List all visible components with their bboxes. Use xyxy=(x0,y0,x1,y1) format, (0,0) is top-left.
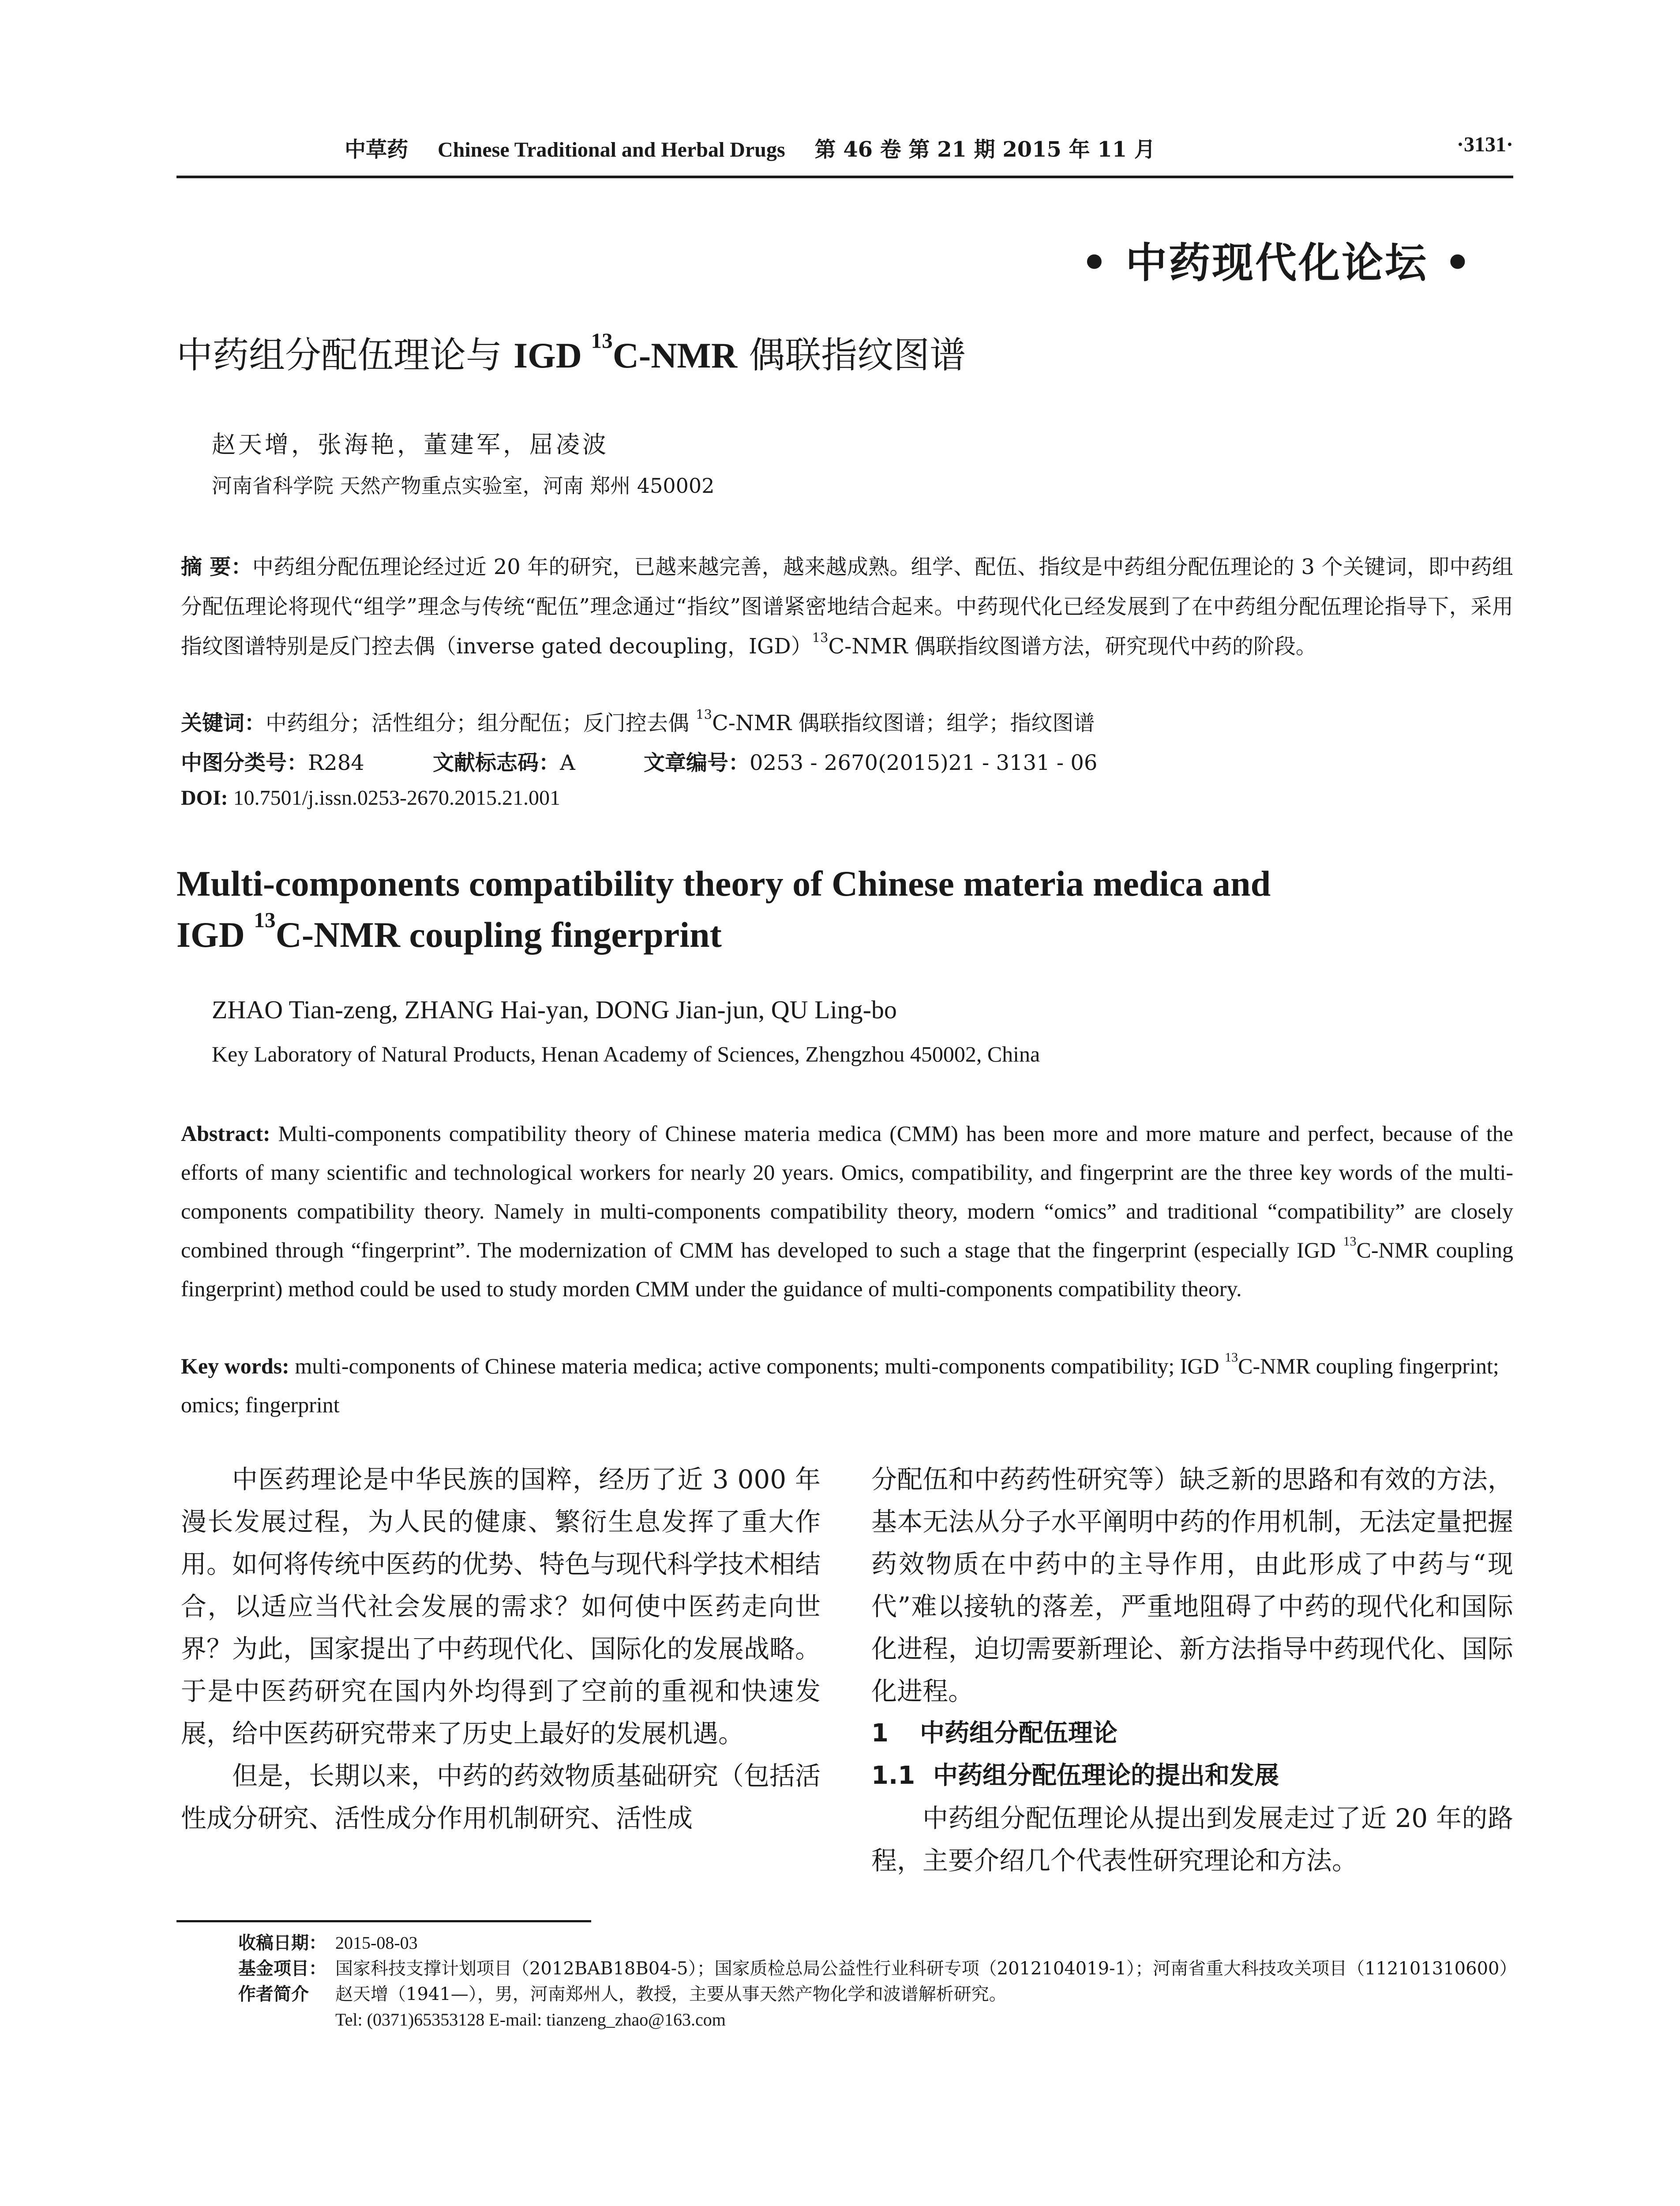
doi-value[interactable]: 10.7501/j.issn.0253-2670.2015.21.001 xyxy=(228,786,561,810)
affiliation-en: Key Laboratory of Natural Products, Henan Academy of Sciences, Zhengzhou 450002, China xyxy=(212,1042,1040,1066)
keywords-en-sup: 13 xyxy=(1225,1350,1238,1365)
keywords-cn-text: 中药组分；活性组分；组分配伍；反门控去偶 xyxy=(266,711,696,735)
author-contact[interactable]: Tel: (0371)65353128 E-mail: tianzeng_zhao@163.com xyxy=(335,2010,726,2030)
abstract-en-text: Multi-components compatibility theory of Chinese materia medica (CMM) has been more and more mature and perfect, because of the efforts of many scientific and technological workers for nearly 20 years. Omics, compatibility, and fingerprint are the three key words of the multi-components compatibility theory. Namely in multi-components compatibility theory, modern “omics” and traditional “compatibility” are closely combined through “fingerprint”. The modernization of CMM has developed to such a stage that the fingerprint (especially IGD xyxy=(181,1121,1513,1262)
body-paragraph: 分配伍和中药药性研究等）缺乏新的思路和有效的方法，基本无法从分子水平阐明中药的作用机制，无法定量把握药效物质在中药中的主导作用，由此形成了中药与“现代”难以接轨的落差，严重地阻碍了中药的现代化和国际化进程，迫切需要新理论、新方法指导中药现代化、国际化进程。 xyxy=(871,1464,1513,1706)
keywords-cn-text-end: C-NMR 偶联指纹图谱；组学；指纹图谱 xyxy=(712,711,1095,735)
keywords-en-text: multi-components of Chinese materia medica; active components; multi-components compatibility; IGD xyxy=(289,1354,1225,1378)
journal-info xyxy=(176,132,1324,163)
title-en-line2-a: IGD xyxy=(176,915,254,955)
running-header xyxy=(176,132,1513,172)
author-bio-text: 赵天增（1941—），男，河南郑州人，教授，主要从事天然产物化学和波谱解析研究。 xyxy=(335,1984,1007,2004)
abstract-cn-label: 摘 要： xyxy=(181,555,252,579)
body-column-left xyxy=(181,1458,821,1839)
clc-value: R284 xyxy=(308,750,364,775)
body-paragraph: 中药组分配伍理论从提出到发展走过了近 20 年的路程，主要介绍几个代表性研究理论和方法。 xyxy=(871,1803,1513,1876)
keywords-cn xyxy=(181,706,1095,736)
abstract-cn-text: 中药组分配伍理论经过近 20 年的研究，已越来越完善，越来越成熟。组学、配伍、指纹是中药组分配伍理论的 3 个关键词，即中药组分配伍理论将现代“组学”理念与传统“配伍”理念通过“指纹”图谱紧密地结合起来。中药现代化已经发展到了在中药组分配伍理论指导下，采用指纹图谱特别是反门控去偶（inverse gated decoupling，IGD） xyxy=(181,555,1514,659)
section-heading-1-number: 1 xyxy=(871,1719,889,1748)
abstract-en-sup: 13 xyxy=(1343,1234,1357,1249)
title-en-sup: 13 xyxy=(254,908,276,932)
author-bio-label: 作者简介 xyxy=(238,1984,309,2004)
keywords-en-text-end: C-NMR coupling fingerprint; omics; fingerprint xyxy=(181,1354,1499,1417)
doc-code-value: A xyxy=(560,750,575,775)
keywords-en-label: Key words: xyxy=(181,1354,289,1378)
abstract-cn-sup: 13 xyxy=(812,630,829,645)
classification-line xyxy=(181,746,1097,776)
title-cn xyxy=(176,326,966,378)
authors-en: ZHAO Tian-zeng, ZHANG Hai-yan, DONG Jian-jun, QU Ling-bo xyxy=(212,995,897,1024)
section-heading-1-1-number: 1.1 xyxy=(871,1761,915,1790)
footnote-rule xyxy=(176,1920,591,1922)
authors-cn: 赵天增，张海艳，董建军，屈凌波 xyxy=(212,431,609,458)
keywords-cn-sup: 13 xyxy=(696,707,712,722)
section-heading-1 xyxy=(871,1712,1513,1755)
journal-name-en: Chinese Traditional and Herbal Drugs xyxy=(437,138,785,161)
header-rule xyxy=(176,176,1513,178)
title-en-line2-b: C-NMR coupling fingerprint xyxy=(275,915,722,955)
footnote-fund xyxy=(238,1956,1517,1981)
title-cn-part2: IGD xyxy=(514,335,591,375)
affiliation-cn: 河南省科学院 天然产物重点实验室，河南 郑州 450002 xyxy=(212,474,715,498)
footnote-author xyxy=(238,1981,1513,2033)
received-value: 2015-08-03 xyxy=(335,1933,418,1953)
abstract-cn xyxy=(181,547,1513,666)
section-heading-1-text: 中药组分配伍理论 xyxy=(920,1719,1118,1748)
article-no-label: 文章编号： xyxy=(644,750,750,775)
fund-label: 基金项目： xyxy=(238,1958,326,1979)
abstract-en xyxy=(181,1114,1513,1308)
section-heading-1-1-text: 中药组分配伍理论的提出和发展 xyxy=(933,1761,1279,1790)
body-column-right xyxy=(871,1458,1513,1882)
page-number: ·3131· xyxy=(1456,133,1513,156)
clc-label: 中图分类号： xyxy=(181,750,308,775)
title-en xyxy=(176,858,1500,960)
fund-value: 国家科技支撑计划项目（2012BAB18B04-5）；国家质检总局公益性行业科研专项（2012104019-1）；河南省重大科技攻关项目（112101310600） xyxy=(335,1958,1517,1979)
title-cn-part4: 偶联指纹图谱 xyxy=(737,334,966,376)
doi-label: DOI: xyxy=(181,786,228,810)
footnotes xyxy=(238,1930,1517,2033)
footnote-received xyxy=(238,1930,1513,1956)
body-paragraph: 但是，长期以来，中药的药效物质基础研究（包括活性成分研究、活性成分作用机制研究、活性成 xyxy=(181,1761,821,1833)
abstract-cn-text-end: C-NMR 偶联指纹图谱方法，研究现代中药的阶段。 xyxy=(828,634,1317,659)
article-no-value: 0253 - 2670(2015)21 - 3131 - 06 xyxy=(750,750,1098,775)
doi-line xyxy=(181,785,560,810)
title-en-line2 xyxy=(176,909,1500,960)
keywords-cn-label: 关键词： xyxy=(181,711,266,735)
received-label: 收稿日期： xyxy=(238,1933,326,1953)
title-cn-part1: 中药组分配伍理论与 xyxy=(176,334,514,376)
issue-info: 第 46 卷 第 21 期 2015 年 11 月 xyxy=(814,137,1155,162)
title-cn-sup: 13 xyxy=(591,328,613,353)
author-bio-value xyxy=(335,1981,1513,2033)
journal-name-cn: 中草药 xyxy=(345,137,409,162)
body-paragraph: 中医药理论是中华民族的国粹，经历了近 3 000 年漫长发展过程，为人民的健康、繁衍生息发挥了重大作用。如何将传统中医药的优势、特色与现代科学技术相结合，以适应当代社会发展的需求？如何使中医药走向世界？为此，国家提出了中药现代化、国际化的发展战略。于是中医药研究在国内外均得到了空前的重视和快速发展，给中医药研究带来了历史上最好的发展机遇。 xyxy=(181,1464,821,1748)
title-cn-part3: C-NMR xyxy=(612,335,738,375)
title-en-line1: Multi-components compatibility theory of Chinese materia medica and xyxy=(176,863,1271,904)
doc-code-label: 文献标志码： xyxy=(433,750,560,775)
section-banner: • 中药现代化论坛 • xyxy=(1081,239,1473,287)
abstract-en-text-end: C-NMR coupling fingerprint) method could be used to study morden CMM under the guidance of multi-components compatibility theory. xyxy=(181,1238,1513,1301)
keywords-en xyxy=(181,1347,1513,1424)
abstract-en-label: Abstract: xyxy=(181,1121,270,1146)
section-heading-1-1 xyxy=(871,1755,1513,1797)
